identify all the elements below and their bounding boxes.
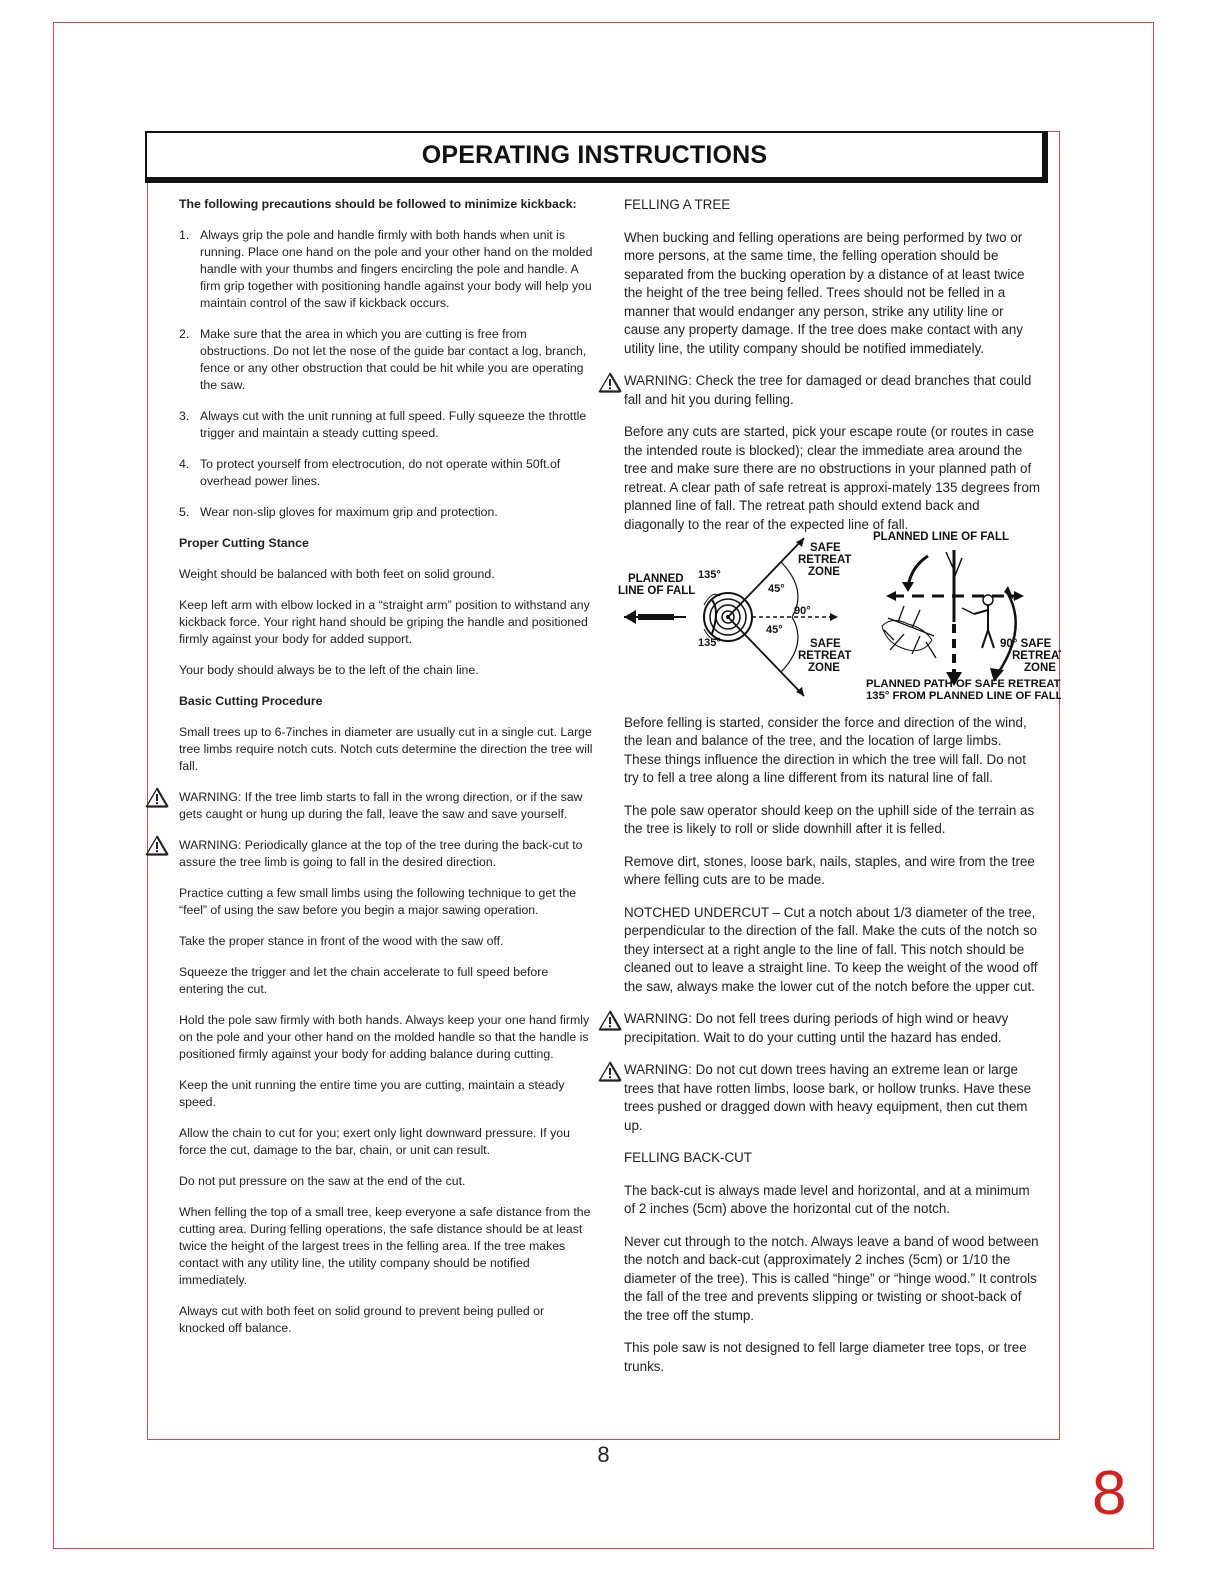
list-item: 1. Always grip the pole and handle firmly with both hands when unit is running. Place one hand on the pole and your other hand on the molded handle with your thumbs and fingers encircling the pole and handle. A firm grip together with positioning handle against your body will help you maintain control of the saw if kickback occurs. [179, 228, 593, 310]
paragraph: When felling the top of a small tree, keep everyone a safe distance from the cutting area. During felling operations, the safe distance should be at least twice the height of the largest trees in the felling area. If the tree makes contact with any utility line, the utility company should be notified immediately. [179, 1205, 591, 1287]
paragraph: This pole saw is not designed to fell large diameter tree tops, or tree trunks. [624, 1340, 1027, 1374]
warning-paragraph: WARNING: Check the tree for damaged or dead branches that could fall and hit you during felling. [624, 372, 1042, 409]
felling-heading: FELLING A TREE [624, 197, 731, 212]
left-column [179, 196, 593, 1351]
diagram-label: LINE OF FALL [618, 585, 696, 597]
diagram-label: RETREAT [798, 650, 852, 662]
paragraph: Never cut through to the notch. Always leave a band of wood between the notch and back-cut (approximately 2 inches (5cm) or 1/10 the diameter of the tree). This is called “hinge” or “hinge wood.” It controls the fall of the tree and prevents slipping or twisting or shoot-back of the tree off the stump. [624, 1233, 1039, 1323]
diagram-label: PLANNED [628, 573, 684, 585]
warning-paragraph: WARNING: Periodically glance at the top of the tree during the back-cut to assure the tree limb is going to fall in the desired direction. [179, 837, 593, 871]
paragraph: Hold the pole saw firmly with both hands. Always keep your one hand firmly on the pole and your other hand on the molded handle so that the handle is positioned firmly against your body for adding balance during cutting. [179, 1013, 590, 1061]
section-header [145, 131, 1048, 183]
warning-paragraph: WARNING: Do not cut down trees having an extreme lean or large trees that have rotten limbs, loose bark, or hollow trunks. Have these trees pushed or dragged down with heavy equipment, then cut them up. [624, 1061, 1042, 1135]
paragraph: Before any cuts are started, pick your escape route (or routes in case the intended route is blocked); clear the immediate area around the tree and make sure there are no obstructions in your planned path of retreat. A clear path of safe retreat is approxi-mately 135 degrees from planned line of fall. The retreat path should extend back and diagonally to the rear of the expected line of fall. [624, 424, 1041, 532]
paragraph: Do not put pressure on the saw at the end of the cut. [179, 1174, 466, 1188]
backcut-heading: FELLING BACK-CUT [624, 1150, 752, 1165]
warning-paragraph: WARNING: Do not fell trees during periods of high wind or heavy precipitation. Wait to do your cutting until the hazard has ended. [624, 1010, 1042, 1047]
diagram-label: 45° [766, 624, 783, 636]
diagram-label: RETREAT [1012, 650, 1061, 662]
paragraph: Keep left arm with elbow locked in a “straight arm” position to withstand any kickback force. Your right hand should be griping the handle and positioned firmly against your body for added support. [179, 598, 590, 646]
diagram-label: ZONE [808, 662, 840, 674]
diagram-label: ZONE [1024, 662, 1056, 674]
diagram-label: 135° [698, 637, 721, 649]
operator-figure-icon [962, 595, 994, 648]
paragraph: NOTCHED UNDERCUT – Cut a notch about 1/3 diameter of the tree, perpendicular to the direction of the fall. Make the cuts of the notch so they intersect at a right angle to the line of fall. This notch should be cleaned out to leave a straight line. To keep the weight of the wood off the saw, always make the lower cut of the notch before the upper cut. [624, 904, 1038, 994]
paragraph: Always cut with both feet on solid ground to prevent being pulled or knocked off balance. [179, 1304, 545, 1335]
precautions-list [179, 227, 593, 521]
warning-triangle-icon [145, 835, 169, 856]
stance-heading: Proper Cutting Stance [179, 536, 309, 550]
warning-triangle-icon [145, 787, 169, 808]
diagram-label: RETREAT [798, 554, 852, 566]
felling-diagram [616, 530, 1061, 700]
paragraph: Before felling is started, consider the force and direction of the wind, the lean and balance of the tree, and the location of large limbs. These things influence the direction in which the tree will fall. Do not try to fell a tree along a line different from its natural line of fall. [624, 714, 1027, 785]
fallen-tree-icon [882, 606, 936, 658]
diagram-label: ZONE [808, 566, 840, 578]
paragraph: The back-cut is always made level and horizontal, and at a minimum of 2 inches (5cm) above the horizontal cut of the notch. [624, 1182, 1030, 1216]
diagram-label: 135° [698, 569, 721, 581]
page-number: 8 [597, 1442, 610, 1467]
diagram-label: PLANNED PATH OF SAFE RETREAT [866, 678, 1061, 690]
paragraph: Keep the unit running the entire time you are cutting, maintain a steady speed. [179, 1078, 565, 1109]
list-item: 5. Wear non-slip gloves for maximum grip and protection. [179, 505, 498, 519]
paragraph: Remove dirt, stones, loose bark, nails, staples, and wire from the tree where felling cuts are to be made. [624, 853, 1035, 887]
diagram-label: PLANNED LINE OF FALL [873, 531, 1010, 543]
kickback-intro: The following precautions should be followed to minimize kickback: [179, 197, 577, 211]
paragraph: Squeeze the trigger and let the chain accelerate to full speed before entering the cut. [179, 965, 549, 996]
line-of-fall-diagram [618, 538, 851, 696]
diagram-label: SAFE [810, 542, 841, 554]
diagram-label: 90° [794, 605, 811, 617]
paragraph: Take the proper stance in front of the wood with the saw off. [179, 934, 504, 948]
diagram-label: 90° SAFE [1000, 638, 1052, 650]
right-column [618, 196, 1061, 1390]
paragraph: When bucking and felling operations are being performed by two or more persons, at the same time, the felling operation should be separated from the bucking operation by a distance of at least twice the height of the tree being felled. Trees should not be felled in a manner that would endanger any person, strike any utility line or cause any property damage. If the tree does make contact with any utility line, the utility company should be notified immediately. [624, 229, 1025, 356]
procedure-heading: Basic Cutting Procedure [179, 694, 323, 708]
list-item: 4. To protect yourself from electrocution, do not operate within 50ft.of overhead power lines. [179, 457, 561, 488]
paragraph: The pole saw operator should keep on the uphill side of the terrain as the tree is likely to roll or slide downhill after it is felled. [624, 802, 1035, 836]
list-item: 3. Always cut with the unit running at full speed. Fully squeeze the throttle trigger and maintain a steady cutting speed. [179, 409, 587, 440]
big-page-number: 8 [1092, 1459, 1127, 1528]
page-title: OPERATING INSTRUCTIONS [421, 140, 768, 169]
warning-triangle-icon [598, 1010, 622, 1031]
paragraph: Allow the chain to cut for you; exert only light downward pressure. If you force the cut, damage to the bar, chain, or unit can result. [179, 1126, 570, 1157]
list-item: 2. Make sure that the area in which you are cutting is free from obstructions. Do not let the nose of the guide bar contact a log, branch, fence or any other obstruction that could be hit while you are operating the saw. [179, 327, 587, 392]
paragraph: Your body should always be to the left of the chain line. [179, 663, 479, 677]
diagram-label: 45° [768, 583, 785, 595]
diagram-label: 135° FROM PLANNED LINE OF FALL [866, 690, 1061, 700]
paragraph: Small trees up to 6-7inches in diameter are usually cut in a single cut. Large tree limbs require notch cuts. Notch cuts determine the direction the tree will fall. [179, 725, 593, 773]
warning-paragraph: WARNING: If the tree limb starts to fall in the wrong direction, or if the saw gets caught or hung up during the fall, leave the saw and save yourself. [179, 789, 593, 823]
warning-triangle-icon [598, 372, 622, 393]
diagram-label: SAFE [810, 638, 841, 650]
warning-triangle-icon [598, 1061, 622, 1082]
paragraph: Weight should be balanced with both feet on solid ground. [179, 567, 495, 581]
retreat-path-diagram [866, 531, 1061, 700]
paragraph: Practice cutting a few small limbs using the following technique to get the “feel” of using the saw before you begin a major sawing operation. [179, 886, 577, 917]
